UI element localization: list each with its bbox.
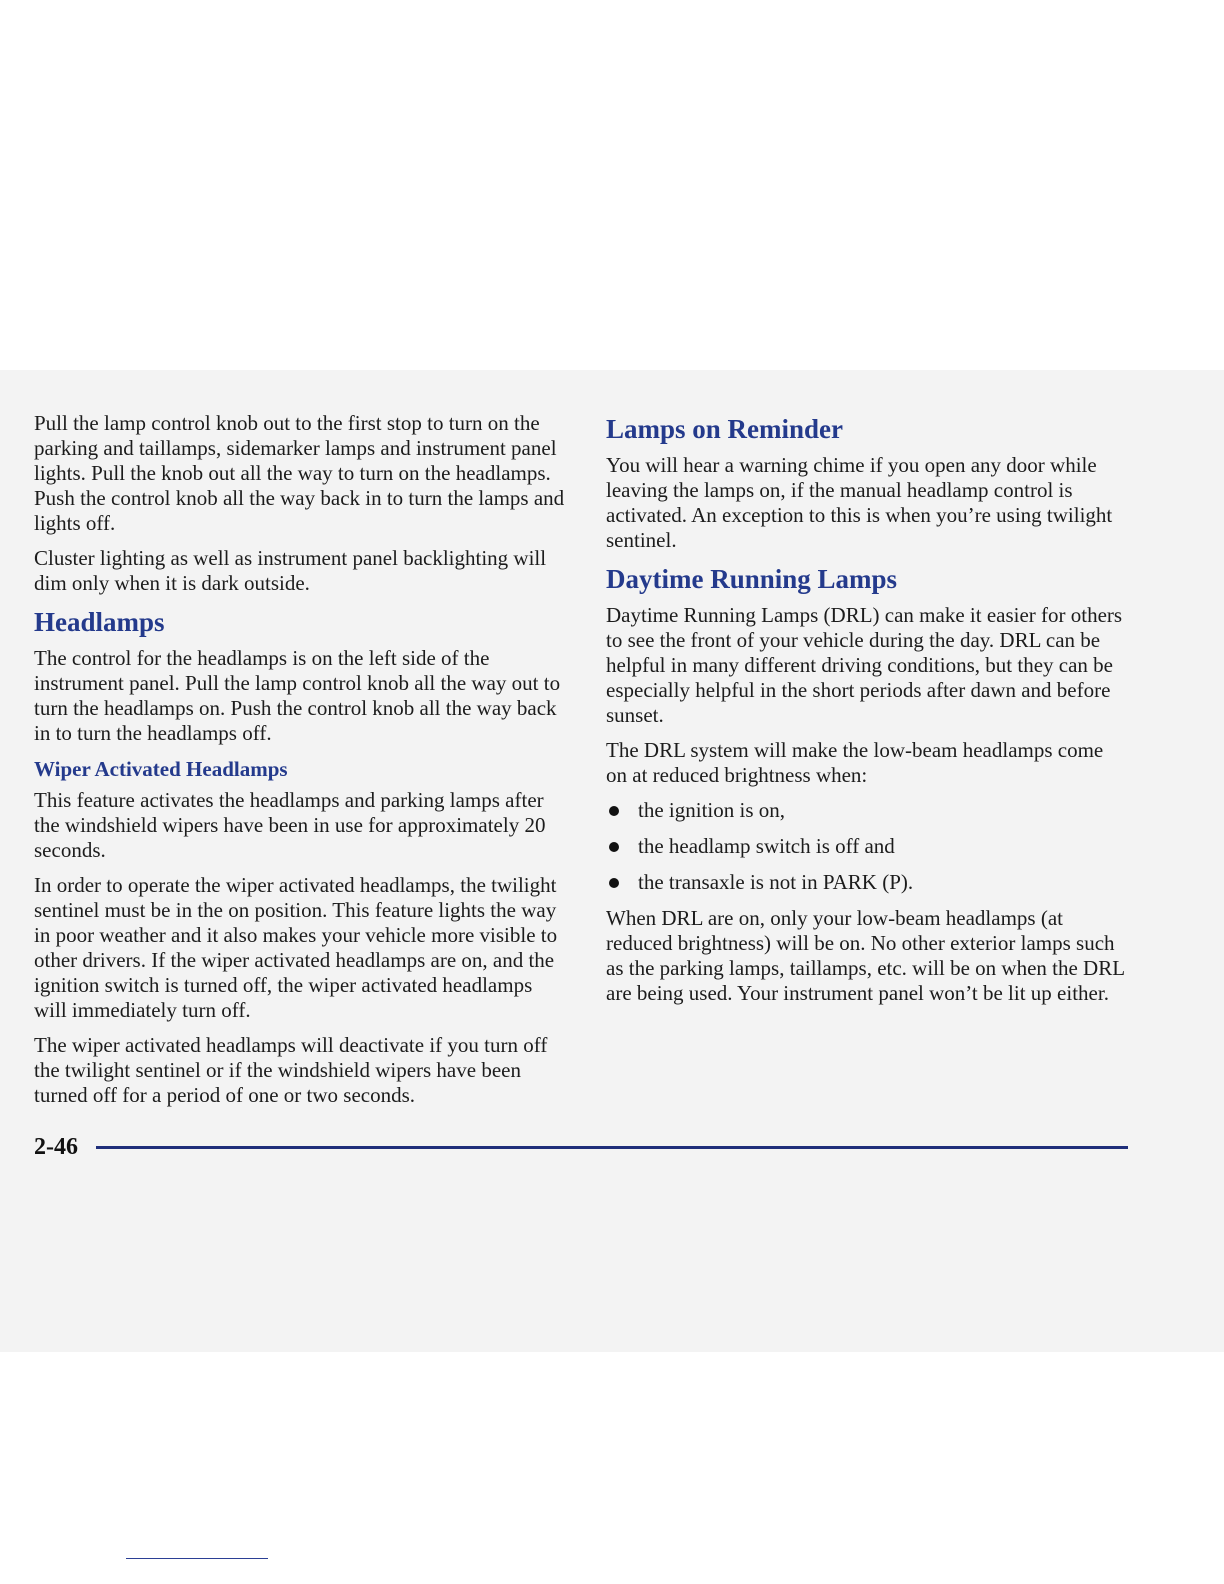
footer-rule	[96, 1146, 1128, 1149]
list-item-text: the ignition is on,	[638, 798, 785, 822]
lamps-on-reminder-heading: Lamps on Reminder	[606, 414, 844, 444]
list-item-text: the transaxle is not in PARK (P).	[638, 870, 914, 894]
list-item	[606, 798, 1126, 823]
wiper-paragraph-3: The wiper activated headlamps will deactivate if you turn off the twilight sentinel or if the windshield wipers have been turned off for a period of one or two seconds.	[34, 1033, 548, 1107]
wiper-paragraph-1: This feature activates the headlamps and parking lamps after the windshield wipers have been in use for approximately 20 seconds.	[34, 788, 546, 862]
bullet-icon	[609, 842, 619, 852]
right-column	[606, 413, 1126, 1016]
intro-paragraph-1: Pull the lamp control knob out to the first stop to turn on the parking and taillamps, sidemarker lamps and instrument panel lights. Pull the knob out all the way to turn on the headlamps. Push the control knob all the way back in to turn the lamps and lights off.	[34, 411, 565, 535]
headlamps-paragraph: The control for the headlamps is on the left side of the instrument panel. Pull the lamp control knob all the way out to turn the headlamps on. Push the control knob all the way back in to turn the headlamps off.	[34, 646, 561, 745]
list-item	[606, 870, 1126, 895]
drl-paragraph-2: The DRL system will make the low-beam headlamps come on at reduced brightness when:	[606, 738, 1104, 787]
drl-conditions-list	[606, 798, 1126, 895]
drl-closing-paragraph: When DRL are on, only your low-beam headlamps (at reduced brightness) will be on. No other exterior lamps such as the parking lamps, taillamps, etc. will be on when the DRL are being used. Your instrument panel won’t be lit up either.	[606, 906, 1125, 1005]
page-number: 2-46	[34, 1134, 78, 1160]
list-item-text: the headlamp switch is off and	[638, 834, 895, 858]
bullet-icon	[609, 806, 619, 816]
intro-paragraph-2: Cluster lighting as well as instrument panel backlighting will dim only when it is dark outside.	[34, 546, 547, 595]
drl-paragraph-1: Daytime Running Lamps (DRL) can make it easier for others to see the front of your vehicle during the day. DRL can be helpful in many different driving conditions, but they can be especially helpful in the short periods after dawn and before sunset.	[606, 603, 1123, 727]
list-item	[606, 834, 1126, 859]
bullet-icon	[609, 878, 619, 888]
lamps-on-reminder-paragraph: You will hear a warning chime if you open any door while leaving the lamps on, if the manual headlamp control is activated. An exception to this is when you’re using twilight sentinel.	[606, 453, 1113, 552]
page-footer	[34, 1132, 1134, 1162]
bottom-divider	[126, 1558, 268, 1559]
headlamps-heading: Headlamps	[34, 607, 165, 637]
wiper-paragraph-2: In order to operate the wiper activated headlamps, the twilight sentinel must be in the on position. This feature lights the way in poor weather and it also makes your vehicle more visible to other drivers. If the wiper activated headlamps are on, and the ignition switch is turned off, the wiper activated headlamps will immediately turn off.	[34, 873, 558, 1022]
left-column	[34, 411, 566, 1118]
drl-heading: Daytime Running Lamps	[606, 564, 898, 594]
wiper-headlamps-heading: Wiper Activated Headlamps	[34, 757, 288, 781]
